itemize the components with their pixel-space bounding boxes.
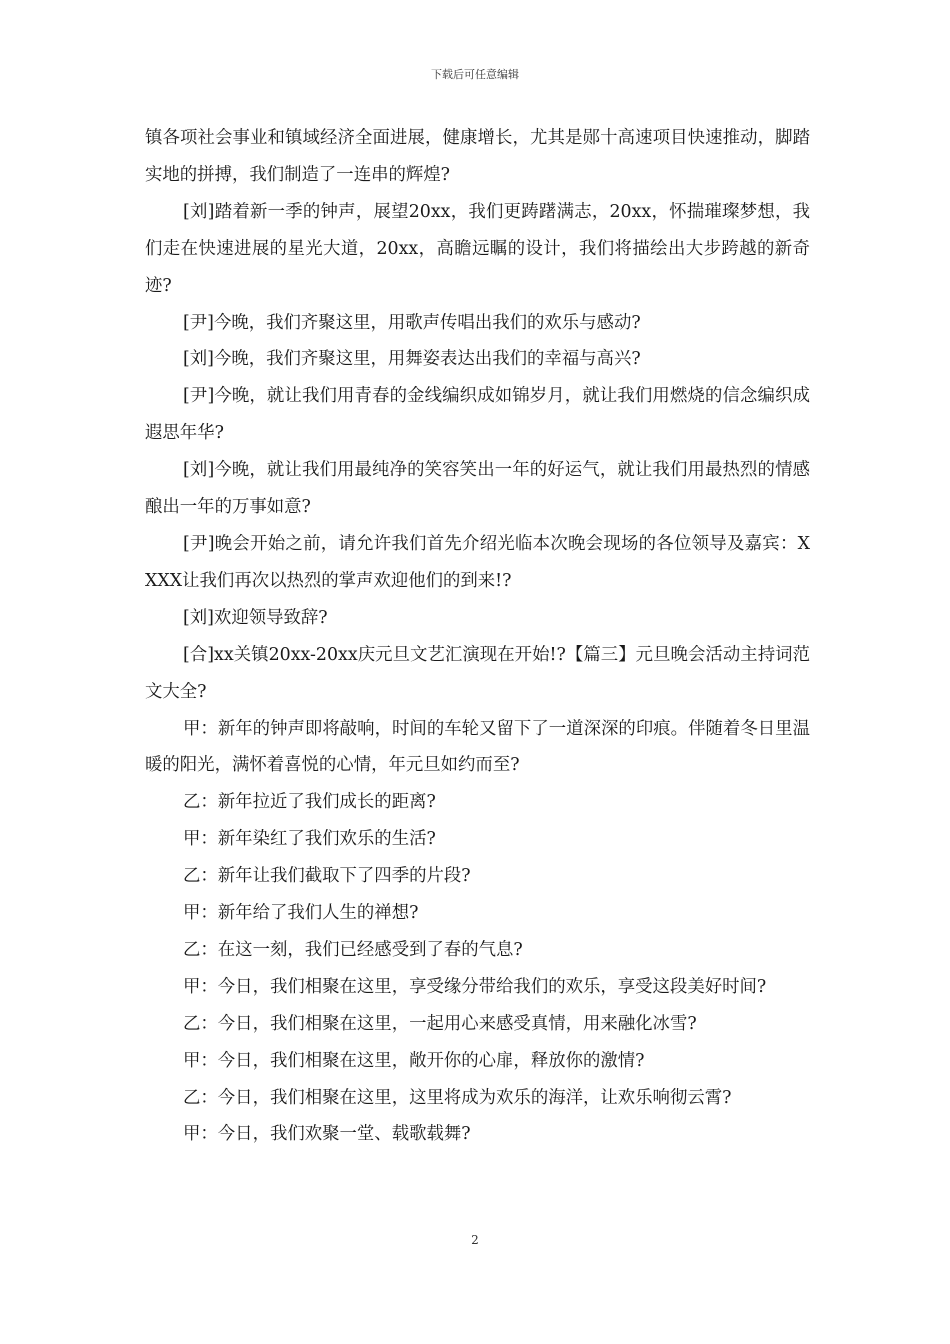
paragraph: [刘]今晚，就让我们用最纯净的笑容笑出一年的好运气，就让我们用最热烈的情感酿出一年的万事如意? — [145, 460, 810, 518]
paragraph: 甲：新年染红了我们欢乐的生活? — [183, 829, 436, 850]
paragraph: 甲：今日，我们相聚在这里，享受缘分带给我们的欢乐，享受这段美好时间? — [183, 976, 767, 997]
paragraph: 甲：新年的钟声即将敲响，时间的车轮又留下了一道深深的印痕。伴随着冬日里温暖的阳光，满怀着喜悦的心情，年元旦如约而至? — [145, 718, 810, 776]
paragraph: [合]xx关镇20xx-20xx庆元旦文艺汇演现在开始!?【篇三】元旦晚会活动主持词范文大全? — [145, 644, 810, 702]
paragraph: 乙：今日，我们相聚在这里，一起用心来感受真情，用来融化冰雪? — [183, 1013, 697, 1034]
paragraph: [尹]今晚，就让我们用青春的金线编织成如锦岁月，就让我们用燃烧的信念编织成遐思年华? — [145, 386, 810, 444]
paragraph: [刘]今晚，我们齐聚这里，用舞姿表达出我们的幸福与高兴? — [183, 349, 641, 370]
paragraph: 乙：新年拉近了我们成长的距离? — [183, 792, 436, 813]
paragraph: 镇各项社会事业和镇域经济全面进展，健康增长，尤其是郧十高速项目快速推动，脚踏实地的拼搏，我们制造了一连串的辉煌? — [145, 128, 810, 185]
paragraph: [刘]踏着新一季的钟声，展望20xx，我们更踌躇满志，20xx，怀揣璀璨梦想，我们走在快速进展的星光大道，20xx，高瞻远瞩的设计，我们将描绘出大步跨越的新奇迹? — [145, 201, 810, 296]
paragraph: 甲：今日，我们欢聚一堂、载歌载舞? — [183, 1124, 471, 1145]
paragraph: 甲：新年给了我们人生的禅想? — [183, 903, 419, 924]
document-body — [145, 120, 810, 1153]
paragraph: 乙：在这一刻，我们已经感受到了春的气息? — [183, 939, 523, 960]
page-header: 下载后可任意编辑 — [431, 68, 519, 81]
paragraph: 乙：今日，我们相聚在这里，这里将成为欢乐的海洋，让欢乐响彻云霄? — [183, 1087, 732, 1108]
paragraph: 乙：新年让我们截取下了四季的片段? — [183, 866, 471, 887]
page-number: 2 — [471, 1233, 479, 1247]
paragraph: [刘]欢迎领导致辞? — [183, 607, 328, 628]
paragraph: [尹]今晚，我们齐聚这里，用歌声传唱出我们的欢乐与感动? — [183, 312, 641, 333]
paragraph: [尹]晚会开始之前，请允许我们首先介绍光临本次晚会现场的各位领导及嘉宾：XXXX让我们再次以热烈的掌声欢迎他们的到来!? — [145, 533, 810, 591]
paragraph: 甲：今日，我们相聚在这里，敞开你的心扉，释放你的激情? — [183, 1050, 645, 1071]
